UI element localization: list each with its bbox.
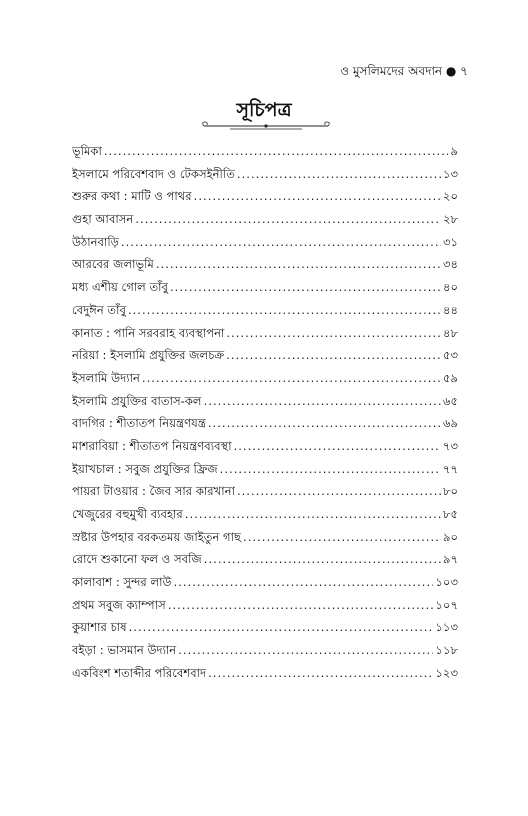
toc-leader-dots <box>170 276 441 299</box>
toc-entry[interactable] <box>72 571 458 594</box>
toc-entry-page: ৩১ <box>442 234 458 249</box>
toc-entry-page: ৫৩ <box>442 348 458 363</box>
toc-entry[interactable] <box>72 163 458 186</box>
toc-entry-page: ৪৮ <box>442 325 458 340</box>
toc-entry[interactable] <box>72 662 458 685</box>
toc-leader-dots <box>156 253 441 276</box>
page-title: সূচিপত্র <box>236 99 292 121</box>
toc-entry[interactable] <box>72 322 458 345</box>
toc-entry-title: বাদগির : শীতাতপ নিয়ন্ত্রণযন্ত্র <box>72 416 206 431</box>
toc-leader-dots <box>173 571 433 594</box>
toc-leader-dots <box>135 208 441 231</box>
toc-entry[interactable] <box>72 367 458 390</box>
toc-leader-dots <box>243 526 441 549</box>
toc-entry-page: ১১৩ <box>435 620 458 635</box>
toc-entry-page: ২০ <box>442 189 458 204</box>
toc-entry[interactable] <box>72 639 458 662</box>
toc-entry[interactable] <box>72 253 458 276</box>
toc-entry-page: ১১৮ <box>435 643 458 658</box>
toc-entry[interactable] <box>72 548 458 571</box>
toc-leader-dots <box>129 616 434 639</box>
toc-entry-page: ৭৩ <box>442 438 458 453</box>
toc-leader-dots <box>204 390 441 413</box>
toc-entry-title: কালাবাশ : সুন্দর লাউ <box>72 575 172 590</box>
toc-entry-title: বেদুঈন তাঁবু <box>72 302 126 317</box>
toc-entry[interactable] <box>72 299 458 322</box>
toc-entry-title: পায়রা টাওয়ার : জৈব সার কারখানা <box>72 484 235 499</box>
toc-leader-dots <box>204 548 441 571</box>
toc-entry-page: ২৮ <box>442 212 458 227</box>
toc-entry[interactable] <box>72 458 458 481</box>
toc-entry-page: ৪৪ <box>442 302 458 317</box>
toc-entry-title: প্রথম সবুজ ক্যাম্পাস <box>72 597 166 612</box>
toc-leader-dots <box>178 639 433 662</box>
toc-entry-page: ৬৯ <box>442 416 458 431</box>
toc-entry[interactable] <box>72 231 458 254</box>
toc-entry-page: ৯০ <box>442 529 458 544</box>
toc-leader-dots <box>220 458 441 481</box>
toc-entry-title: উঠানবাড়ি <box>72 234 119 249</box>
toc-leader-dots <box>142 367 441 390</box>
table-of-contents <box>72 140 458 685</box>
toc-leader-dots <box>168 594 434 617</box>
toc-entry-page: ৯ <box>450 144 458 158</box>
toc-entry-title: কুয়াশার চাষ <box>72 620 127 635</box>
toc-entry[interactable] <box>72 344 458 367</box>
toc-entry[interactable] <box>72 435 458 458</box>
toc-entry-title: একবিংশ শতাব্দীর পরিবেশবাদ <box>72 665 207 680</box>
toc-entry-title: শুরুর কথা : মাটি ও পাথর <box>72 189 192 204</box>
toc-entry-title: বইড়া : ভাসমান উদ্যান <box>72 643 177 658</box>
toc-leader-dots <box>208 662 433 685</box>
toc-leader-dots <box>194 185 441 208</box>
toc-leader-dots <box>121 231 441 254</box>
toc-entry-page: ১০৭ <box>435 597 458 612</box>
toc-entry-title: খেজুরের বহুমুখী ব্যবহার <box>72 507 183 521</box>
toc-entry[interactable] <box>72 480 458 503</box>
toc-leader-dots <box>104 140 449 163</box>
toc-entry[interactable] <box>72 185 458 208</box>
toc-leader-dots <box>226 344 441 367</box>
toc-entry-page: ৫৯ <box>442 370 458 385</box>
toc-entry-title: মধ্য এশীয় গোল তাঁবু <box>72 280 168 295</box>
toc-entry-page: ৮০ <box>442 484 458 499</box>
toc-entry[interactable] <box>72 412 458 435</box>
toc-leader-dots <box>185 503 441 526</box>
toc-entry-page: ৮৫ <box>442 507 458 521</box>
toc-entry-title: ইসলামি উদ্যান <box>72 370 140 385</box>
toc-entry[interactable] <box>72 503 458 526</box>
toc-leader-dots <box>237 480 441 503</box>
running-header: ও মুসলিমদের অবদান ● ৭ <box>340 64 468 78</box>
toc-entry-page: ১২৩ <box>435 665 458 680</box>
toc-entry-page: ৩৪ <box>442 257 458 272</box>
toc-entry-title: কানাত : পানি সরবরাহ ব্যবস্থাপনা <box>72 325 225 340</box>
toc-entry[interactable] <box>72 526 458 549</box>
toc-entry-page: ৪০ <box>442 280 458 295</box>
toc-entry[interactable] <box>72 594 458 617</box>
toc-leader-dots <box>234 435 441 458</box>
toc-entry[interactable] <box>72 276 458 299</box>
toc-entry-title: ভূমিকা <box>72 144 102 158</box>
toc-leader-dots <box>208 412 441 435</box>
toc-entry-title: নরিয়া : ইসলামি প্রযুক্তির জলচক্র <box>72 348 225 363</box>
title-ornament <box>200 121 332 131</box>
toc-entry-page: ১০৩ <box>435 575 458 590</box>
toc-entry[interactable] <box>72 390 458 413</box>
toc-entry-title: আরবের জলাভূমি <box>72 257 154 272</box>
toc-entry-page: ৯৭ <box>442 552 458 567</box>
toc-entry[interactable] <box>72 208 458 231</box>
toc-entry-title: ইসলামে পরিবেশবাদ ও টেকসইনীতি <box>72 166 235 181</box>
toc-entry-title: স্রষ্টার উপহার বরকতময় জাইতুন গাছ <box>72 529 242 544</box>
toc-entry-title: গুহা আবাসন <box>72 212 134 227</box>
toc-entry-page: ৬৫ <box>442 393 458 408</box>
toc-leader-dots <box>128 299 441 322</box>
toc-entry-title: ইসলামি প্রযুক্তির বাতাস-কল <box>72 393 202 408</box>
toc-entry-page: ১৩ <box>442 166 458 181</box>
toc-leader-dots <box>226 322 441 345</box>
toc-leader-dots <box>237 163 441 186</box>
toc-entry-title: রোদে শুকানো ফল ও সবজি <box>72 552 202 567</box>
toc-entry-title: ইয়াখচাল : সবুজ প্রযুক্তির ফ্রিজ <box>72 461 218 476</box>
toc-entry-title: মাশরাবিয়া : শীতাতপ নিয়ন্ত্রণব্যবস্থা <box>72 438 232 453</box>
toc-entry[interactable] <box>72 616 458 639</box>
toc-entry[interactable] <box>72 140 458 163</box>
toc-entry-page: ৭৭ <box>442 461 458 476</box>
